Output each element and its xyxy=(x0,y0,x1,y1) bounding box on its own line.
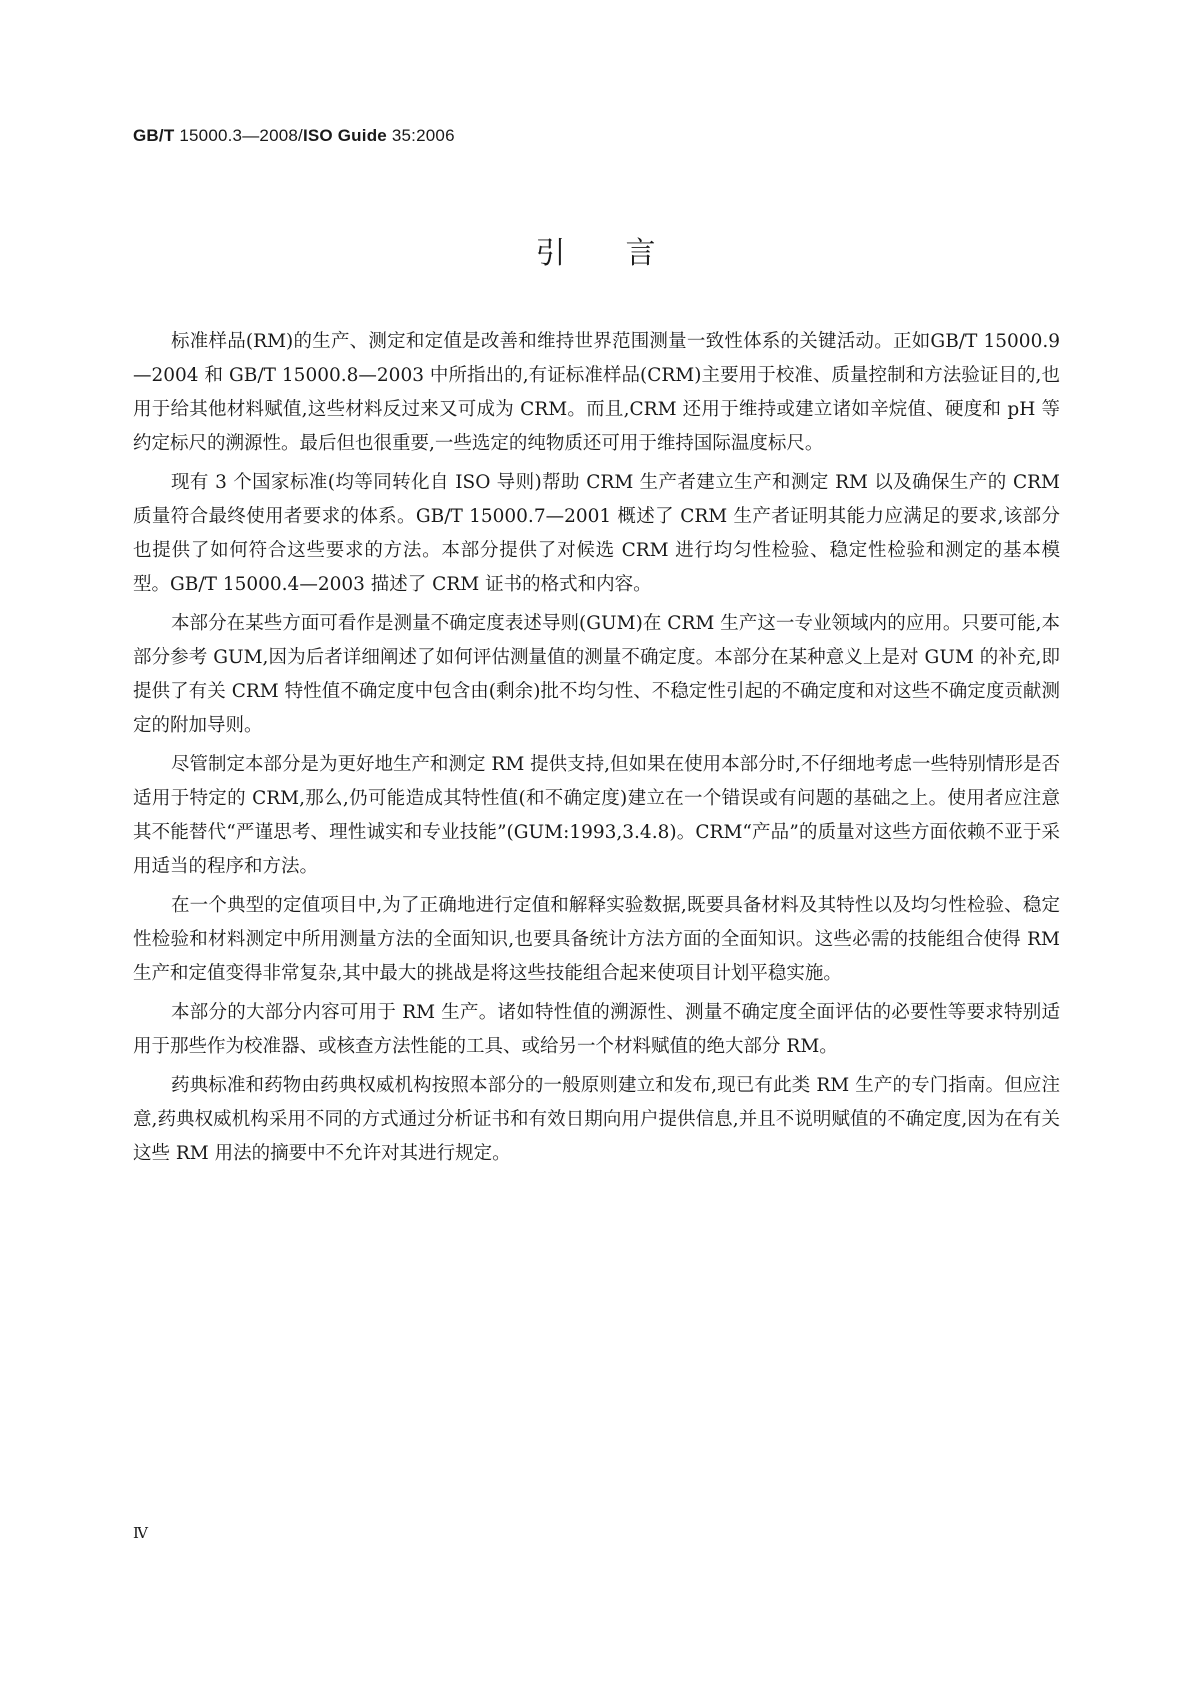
paragraph-4: 尽管制定本部分是为更好地生产和测定 RM 提供支持,但如果在使用本部分时,不仔细地考虑一些特别情形是否适用于特定的 CRM,那么,仍可能造成其特性值(和不确定度)建立在一个错误或有问题的基础之上。使用者应注意其不能替代“严谨思考、理性诚实和专业技能”(GUM:1993,3.4.8)。CRM“产品”的质量对这些方面依赖不亚于采用适当的程序和方法。 xyxy=(133,754,1060,877)
standard-number: 15000.3—2008/ xyxy=(179,126,303,145)
paragraph-1: 标准样品(RM)的生产、测定和定值是改善和维持世界范围测量一致性体系的关键活动。正如GB/T 15000.9—2004 和 GB/T 15000.8—2003 中所指出的,有证标准样品(CRM)主要用于校准、质量控制和方法验证目的,也用于给其他材料赋值,这些材料反过来又可成为 CRM。而且,CRM 还用于维持或建立诸如辛烷值、硬度和 pH 等约定标尺的溯源性。最后但也很重要,一些选定的纯物质还可用于维持国际温度标尺。 xyxy=(133,331,1060,454)
iso-guide-number: 35:2006 xyxy=(391,126,455,145)
standard-number-header xyxy=(133,126,455,146)
page-title: 引言 xyxy=(535,236,716,271)
page-number: Ⅳ xyxy=(133,1524,148,1542)
paragraph-7: 药典标准和药物由药典权威机构按照本部分的一般原则建立和发布,现已有此类 RM 生产的专门指南。但应注意,药典权威机构采用不同的方式通过分析证书和有效日期向用户提供信息,并且不说明赋值的不确定度,因为在有关这些 RM 用法的摘要中不允许对其进行规定。 xyxy=(133,1075,1060,1164)
standard-prefix: GB/T xyxy=(133,126,175,145)
paragraph-6: 本部分的大部分内容可用于 RM 生产。诸如特性值的溯源性、测量不确定度全面评估的必要性等要求特别适用于那些作为校准器、或核查方法性能的工具、或给另一个材料赋值的绝大部分 RM。 xyxy=(133,1002,1060,1057)
iso-guide-label: ISO Guide xyxy=(302,126,387,145)
paragraph-3: 本部分在某些方面可看作是测量不确定度表述导则(GUM)在 CRM 生产这一专业领域内的应用。只要可能,本部分参考 GUM,因为后者详细阐述了如何评估测量值的测量不确定度。本部分在某种意义上是对 GUM 的补充,即提供了有关 CRM 特性值不确定度中包含由(剩余)批不均匀性、不稳定性引起的不确定度和对这些不确定度贡献测定的附加导则。 xyxy=(133,613,1060,736)
paragraph-5: 在一个典型的定值项目中,为了正确地进行定值和解释实验数据,既要具备材料及其特性以及均匀性检验、稳定性检验和材料测定中所用测量方法的全面知识,也要具备统计方法方面的全面知识。这些必需的技能组合使得 RM 生产和定值变得非常复杂,其中最大的挑战是将这些技能组合起来使项目计划平稳实施。 xyxy=(133,895,1060,984)
paragraph-2: 现有 3 个国家标准(均等同转化自 ISO 导则)帮助 CRM 生产者建立生产和测定 RM 以及确保生产的 CRM 质量符合最终使用者要求的体系。GB/T 15000.7—2001 概述了 CRM 生产者证明其能力应满足的要求,该部分也提供了如何符合这些要求的方法。本部分提供了对候选 CRM 进行均匀性检验、稳定性检验和测定的基本模型。GB/T 15000.4—2003 描述了 CRM 证书的格式和内容。 xyxy=(133,472,1060,595)
introduction-body xyxy=(133,325,1060,1176)
